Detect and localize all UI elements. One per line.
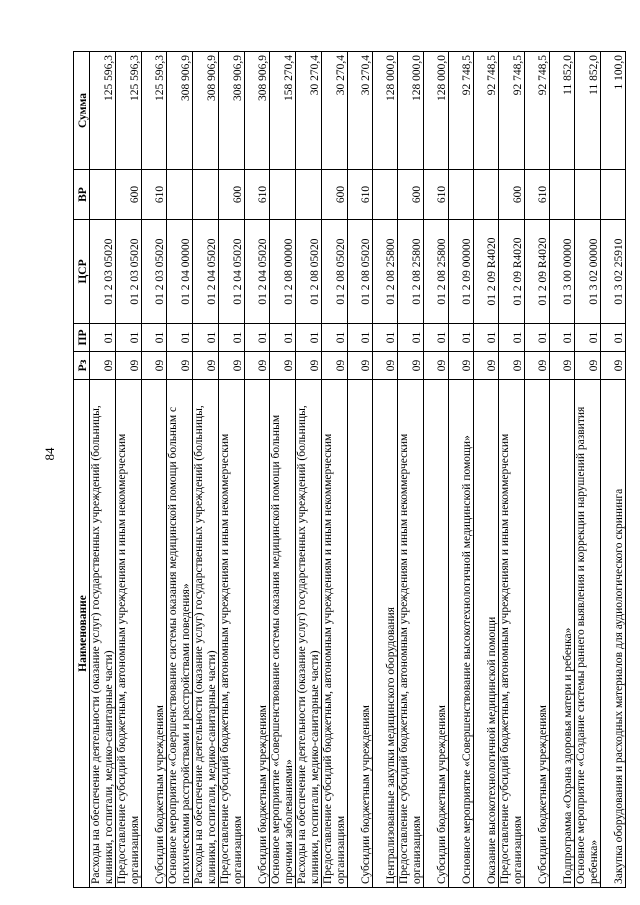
table-row [322,52,348,888]
row-pr: 01 [270,324,296,352]
row-sum: 92 748,5 [474,52,499,170]
row-vr [550,170,575,220]
row-name: Основное мероприятие «Совершенствование высокотехнологичной медицинской помощи» [449,380,474,888]
row-pr: 01 [499,324,525,352]
table-row [550,52,575,888]
table-body [90,52,626,888]
row-sum: 128 000,0 [398,52,424,170]
row-vr: 610 [424,170,449,220]
row-rz: 09 [322,352,348,380]
row-csr: 01 3 02 00000 [575,220,601,324]
row-sum: 92 748,5 [525,52,550,170]
row-name: Подпрограмма «Охрана здоровья матери и ребенка» [550,380,575,888]
row-rz: 09 [270,352,296,380]
row-rz: 09 [398,352,424,380]
row-name: Субсидии бюджетным учреждениям [245,380,270,888]
row-pr: 01 [474,324,499,352]
table-row [219,52,245,888]
row-pr: 01 [90,324,116,352]
header-csr: ЦСР [74,220,90,324]
row-vr: 600 [398,170,424,220]
row-rz: 09 [116,352,142,380]
row-sum: 128 000,0 [373,52,398,170]
row-rz: 09 [90,352,116,380]
row-name: Централизованные закупки медицинского оборудования [373,380,398,888]
row-vr: 610 [348,170,373,220]
row-name: Субсидии бюджетным учреждениям [142,380,167,888]
row-rz: 09 [550,352,575,380]
row-rz: 09 [449,352,474,380]
row-pr: 01 [449,324,474,352]
row-pr: 01 [116,324,142,352]
header-pr: ПР [74,324,90,352]
row-rz: 09 [296,352,322,380]
row-name: Субсидии бюджетным учреждениям [525,380,550,888]
row-name: Предоставление субсидий бюджетным, автономным учреждениям и иным некоммерческим организациям [499,380,525,888]
row-vr [167,170,193,220]
row-name: Предоставление субсидий бюджетным, автономным учреждениям и иным некоммерческим организациям [322,380,348,888]
row-sum: 158 270,4 [270,52,296,170]
row-csr: 01 2 04 00000 [167,220,193,324]
row-rz: 09 [373,352,398,380]
row-vr [373,170,398,220]
row-name: Закупка оборудования и расходных материалов для аудиологического скрининга [601,380,626,888]
row-vr [296,170,322,220]
rotated-page-content [73,52,626,888]
row-rz: 09 [499,352,525,380]
table-row [90,52,116,888]
table-row [499,52,525,888]
row-csr: 01 2 03 05020 [116,220,142,324]
row-vr [575,170,601,220]
table-row [245,52,270,888]
row-name: Предоставление субсидий бюджетным, автономным учреждениям и иным некоммерческим организациям [398,380,424,888]
row-name: Субсидии бюджетным учреждениям [348,380,373,888]
row-vr: 600 [499,170,525,220]
row-pr: 01 [550,324,575,352]
row-csr: 01 2 08 25800 [398,220,424,324]
row-pr: 01 [424,324,449,352]
row-pr: 01 [601,324,626,352]
table-row [424,52,449,888]
row-csr: 01 2 03 05020 [142,220,167,324]
row-csr: 01 2 09 R4020 [499,220,525,324]
row-pr: 01 [142,324,167,352]
table-header-row [74,52,90,888]
row-name: Расходы на обеспечение деятельности (оказание услуг) государственных учреждений (больницы, клиники, госпитали, медико-санитарные части) [296,380,322,888]
row-pr: 01 [575,324,601,352]
row-sum: 30 270,4 [348,52,373,170]
row-csr: 01 2 09 00000 [449,220,474,324]
row-pr: 01 [167,324,193,352]
row-name: Субсидии бюджетным учреждениям [424,380,449,888]
table-row [270,52,296,888]
row-csr: 01 2 04 05020 [193,220,219,324]
row-sum: 128 000,0 [424,52,449,170]
row-rz: 09 [348,352,373,380]
row-vr: 600 [116,170,142,220]
row-name: Оказание высокотехнологичной медицинской помощи [474,380,499,888]
row-sum: 308 906,9 [167,52,193,170]
row-rz: 09 [575,352,601,380]
table-row [525,52,550,888]
row-pr: 01 [525,324,550,352]
row-csr: 01 2 08 05020 [348,220,373,324]
row-vr [449,170,474,220]
table-row [142,52,167,888]
row-vr: 600 [322,170,348,220]
row-rz: 09 [193,352,219,380]
row-rz: 09 [219,352,245,380]
row-csr: 01 2 09 R4020 [525,220,550,324]
row-csr: 01 2 09 R4020 [474,220,499,324]
row-csr: 01 2 08 25800 [424,220,449,324]
row-rz: 09 [424,352,449,380]
row-rz: 09 [474,352,499,380]
table-row [296,52,322,888]
table-row [167,52,193,888]
page-number: 84 [42,447,57,461]
row-sum: 308 906,9 [193,52,219,170]
row-pr: 01 [219,324,245,352]
row-rz: 09 [245,352,270,380]
row-vr [193,170,219,220]
row-sum: 125 596,3 [142,52,167,170]
row-pr: 01 [398,324,424,352]
row-csr: 01 2 08 05020 [296,220,322,324]
row-csr: 01 2 04 05020 [219,220,245,324]
table-row [601,52,626,888]
header-sum: Сумма [74,52,90,170]
row-sum: 308 906,9 [245,52,270,170]
row-vr: 600 [219,170,245,220]
row-sum: 125 596,3 [90,52,116,170]
row-pr: 01 [348,324,373,352]
header-vr: ВР [74,170,90,220]
row-name: Основное мероприятие «Совершенствование системы оказания медицинской помощи больным с психическими расстройствами и расстройствами поведения» [167,380,193,888]
row-csr: 01 2 08 25800 [373,220,398,324]
row-pr: 01 [193,324,219,352]
row-pr: 01 [373,324,398,352]
table-row [193,52,219,888]
row-csr: 01 2 08 00000 [270,220,296,324]
row-sum: 30 270,4 [296,52,322,170]
row-rz: 09 [525,352,550,380]
row-vr [270,170,296,220]
header-rz: Рз [74,352,90,380]
row-csr: 01 3 00 00000 [550,220,575,324]
table-row [116,52,142,888]
row-vr [601,170,626,220]
row-rz: 09 [142,352,167,380]
row-name: Предоставление субсидий бюджетным, автономным учреждениям и иным некоммерческим организациям [219,380,245,888]
row-name: Расходы на обеспечение деятельности (оказание услуг) государственных учреждений (больницы, клиники, госпитали, медико-санитарные части) [90,380,116,888]
row-rz: 09 [167,352,193,380]
row-vr [90,170,116,220]
row-sum: 92 748,5 [499,52,525,170]
row-vr: 610 [142,170,167,220]
row-sum: 125 596,3 [116,52,142,170]
table-row [474,52,499,888]
header-name: Наименование [74,380,90,888]
row-sum: 30 270,4 [322,52,348,170]
row-sum: 1 100,0 [601,52,626,170]
row-vr: 610 [525,170,550,220]
row-sum: 11 852,0 [575,52,601,170]
row-sum: 308 906,9 [219,52,245,170]
table-row [348,52,373,888]
row-pr: 01 [322,324,348,352]
row-name: Основное мероприятие «Создание системы раннего выявления и коррекции нарушений развития ребенка» [575,380,601,888]
row-sum: 11 852,0 [550,52,575,170]
row-rz: 09 [601,352,626,380]
row-name: Расходы на обеспечение деятельности (оказание услуг) государственных учреждений (больницы, клиники, госпитали, медико-санитарные части) [193,380,219,888]
table-row [373,52,398,888]
row-csr: 01 2 03 05020 [90,220,116,324]
table-row [449,52,474,888]
row-name: Предоставление субсидий бюджетным, автономным учреждениям и иным некоммерческим организациям [116,380,142,888]
row-name: Основное мероприятие «Совершенствование системы оказания медицинской помощи больным прочими заболеваниями» [270,380,296,888]
row-csr: 01 3 02 25910 [601,220,626,324]
row-pr: 01 [245,324,270,352]
row-csr: 01 2 04 05020 [245,220,270,324]
row-csr: 01 2 08 05020 [322,220,348,324]
row-vr [474,170,499,220]
row-pr: 01 [296,324,322,352]
table-row [398,52,424,888]
table-row [575,52,601,888]
row-vr: 610 [245,170,270,220]
budget-table [73,51,626,888]
row-sum: 92 748,5 [449,52,474,170]
